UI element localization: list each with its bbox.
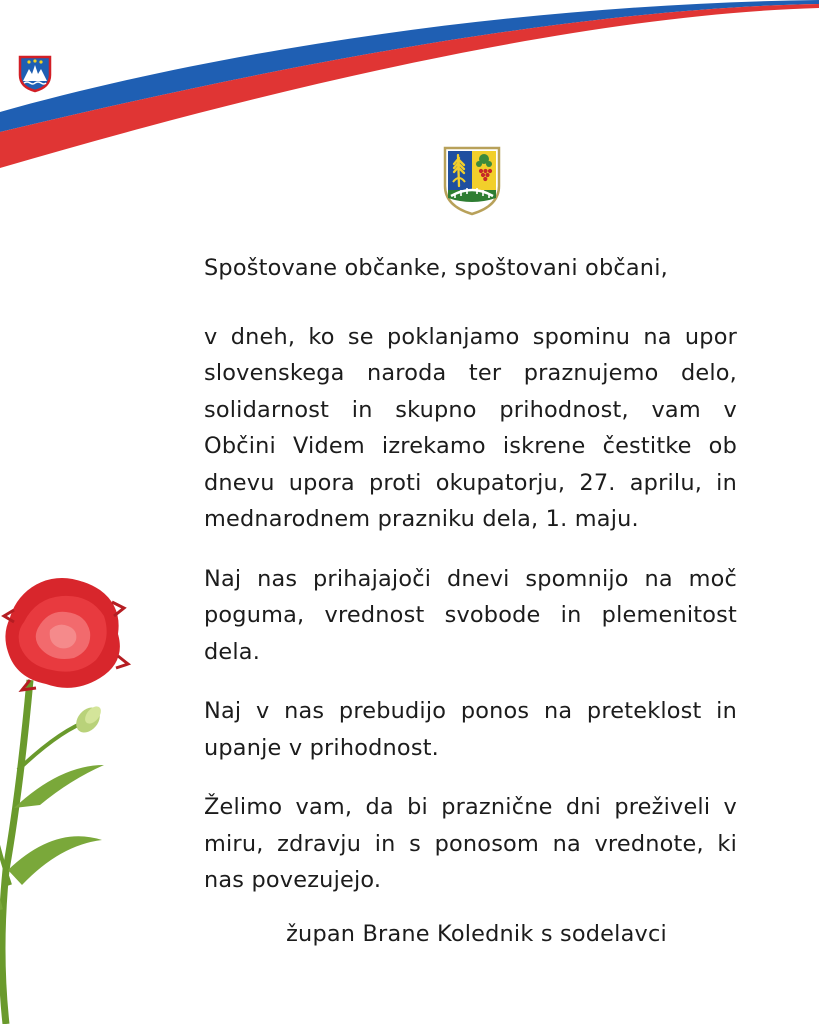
letter-paragraph: Želimo vam, da bi praznične dni preživeli v miru, zdravju in s ponosom na vrednote, ki nas povezujejo. bbox=[204, 794, 737, 893]
letter-greeting: Spoštovane občanke, spoštovani občani, bbox=[204, 255, 668, 281]
letter-signature: župan Brane Kolednik s sodelavci bbox=[286, 920, 667, 947]
letter-paragraph: v dneh, ko se poklanjamo spominu na upor slovenskega naroda ter praznujemo delo, solidarnost in skupno prihodnost, vam v Občini Videm izrekamo iskrene čestitke ob dnevu upora proti okupatorju, 27. aprilu, in mednarodnem prazniku dela, 1. maju. bbox=[204, 323, 737, 532]
slovenian-emblem-icon bbox=[18, 55, 52, 93]
letter-paragraph: Naj nas prihajajoči dnevi spomnijo na moč poguma, vrednost svobode in plemenitost dela. bbox=[204, 565, 737, 665]
letter-body bbox=[204, 250, 737, 952]
carnation-flower-icon bbox=[0, 570, 140, 1024]
municipal-crest-icon bbox=[443, 146, 501, 216]
slovenian-flag-swoosh bbox=[0, 0, 819, 180]
letter-paragraph: Naj v nas prebudijo ponos na preteklost in upanje v prihodnost. bbox=[204, 698, 737, 761]
